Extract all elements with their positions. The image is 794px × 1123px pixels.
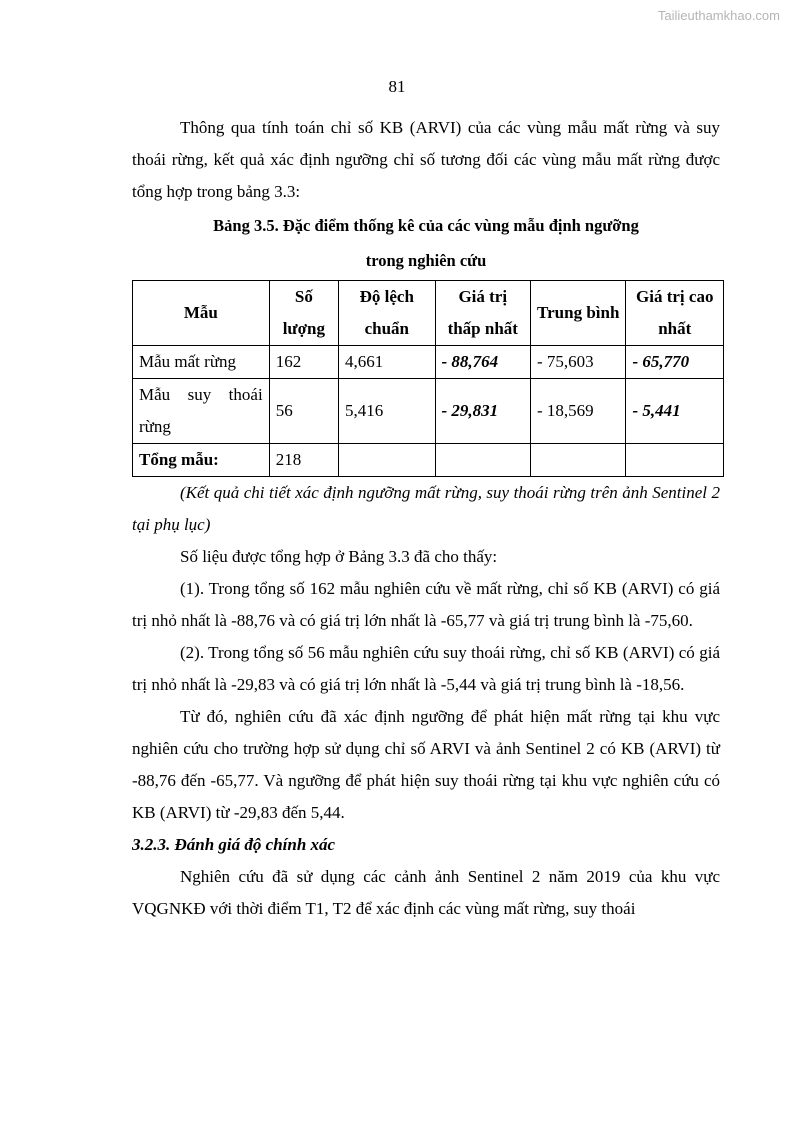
cell-total-count: 218: [269, 444, 338, 477]
statistics-table: [132, 280, 724, 477]
cell-total-label: Tổng mẫu:: [133, 444, 270, 477]
cell-min: - 88,764: [435, 346, 530, 379]
cell-max: - 5,441: [626, 379, 724, 444]
cell-sample: Mẫu suy thoái rừng: [133, 379, 270, 444]
header-sample: Mẫu: [133, 281, 270, 346]
table-note: (Kết quả chi tiết xác định ngưỡng mất rừng, suy thoái rừng trên ảnh Sentinel 2 tại phụ lục): [132, 483, 720, 534]
header-mean: Trung bình: [531, 281, 626, 346]
header-std-dev: Độ lệch chuẩn: [339, 281, 435, 346]
cell-empty: [626, 444, 724, 477]
section-heading: 3.2.3. Đánh giá độ chính xác: [132, 835, 336, 854]
header-count: Số lượng: [269, 281, 338, 346]
point-1-paragraph: (1). Trong tổng số 162 mẫu nghiên cứu về mất rừng, chỉ số KB (ARVI) có giá trị nhỏ nhất là -88,76 và có giá trị lớn nhất là -65,77 và giá trị trung bình là -75,60.: [132, 579, 720, 630]
cell-mean: - 18,569: [531, 379, 626, 444]
cell-count: 56: [269, 379, 338, 444]
summary-intro: Số liệu được tổng hợp ở Bảng 3.3 đã cho thấy:: [180, 547, 498, 566]
conclusion-paragraph: Từ đó, nghiên cứu đã xác định ngưỡng để phát hiện mất rừng tại khu vực nghiên cứu cho trường hợp sử dụng chỉ số ARVI và ảnh Sentinel 2 có KB (ARVI) từ -88,76 đến -65,77. Và ngưỡng để phát hiện suy thoái rừng tại khu vực nghiên cứu có KB (ARVI) từ -29,83 đến 5,44.: [132, 707, 720, 822]
cell-std-dev: 4,661: [339, 346, 435, 379]
table-row-total: [133, 444, 724, 477]
table-caption-line-1: Bảng 3.5. Đặc điểm thống kê của các vùng mẫu định ngưỡng: [213, 216, 639, 235]
point-2-paragraph: (2). Trong tổng số 56 mẫu nghiên cứu suy thoái rừng, chỉ số KB (ARVI) có giá trị nhỏ nhất là -29,83 và có giá trị lớn nhất là -5,44 và giá trị trung bình là -18,56.: [132, 643, 720, 694]
cell-mean: - 75,603: [531, 346, 626, 379]
watermark-text: Tailieuthamkhao.com: [657, 8, 780, 23]
cell-empty: [339, 444, 435, 477]
cell-min: - 29,831: [435, 379, 530, 444]
header-max: Giá trị cao nhất: [626, 281, 724, 346]
header-min: Giá trị thấp nhất: [435, 281, 530, 346]
table-caption: [132, 208, 720, 278]
table-row: [133, 346, 724, 379]
intro-paragraph: Thông qua tính toán chỉ số KB (ARVI) của các vùng mẫu mất rừng và suy thoái rừng, kết quả xác định ngưỡng chỉ số tương đối các vùng mẫu mất rừng được tổng hợp trong bảng 3.3:: [132, 118, 720, 201]
cell-empty: [435, 444, 530, 477]
cell-max: - 65,770: [626, 346, 724, 379]
section-paragraph: Nghiên cứu đã sử dụng các cảnh ảnh Sentinel 2 năm 2019 của khu vực VQGNKĐ với thời điểm T1, T2 để xác định các vùng mất rừng, suy thoái: [132, 867, 720, 918]
document-body: [132, 112, 720, 925]
cell-count: 162: [269, 346, 338, 379]
table-header-row: [133, 281, 724, 346]
cell-sample: Mẫu mất rừng: [133, 346, 270, 379]
cell-empty: [531, 444, 626, 477]
page-number: 81: [388, 77, 406, 96]
cell-std-dev: 5,416: [339, 379, 435, 444]
table-caption-line-2: trong nghiên cứu: [365, 251, 487, 270]
table-row: [133, 379, 724, 444]
